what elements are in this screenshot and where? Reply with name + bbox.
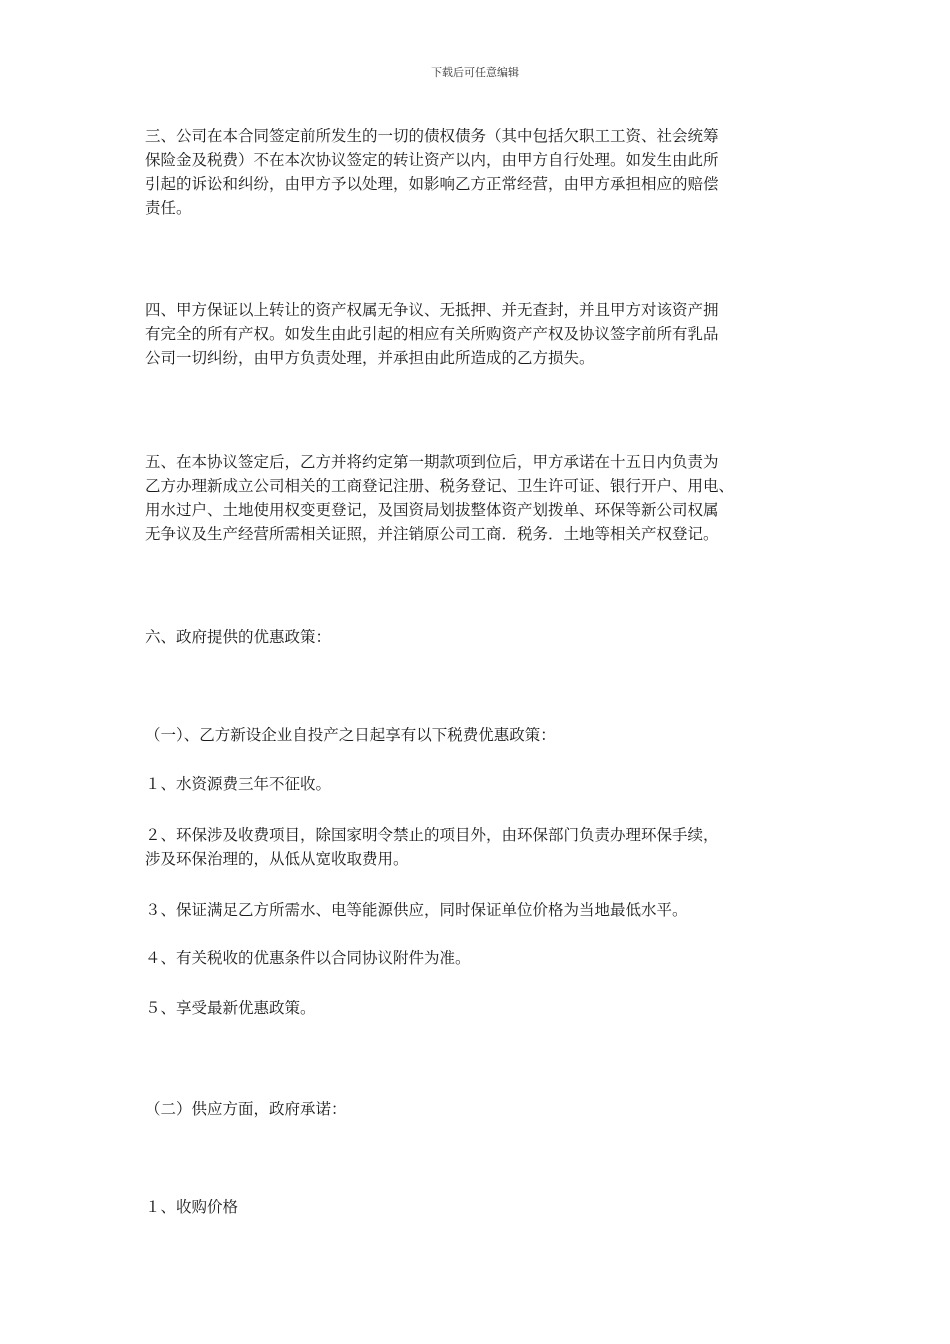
clause-5-line-3: 用水过户、土地使用权变更登记，及国资局划拔整体资产划拨单、环保等新公司权属 <box>145 501 719 519</box>
page-header-note: 下载后可任意编辑 <box>431 66 519 79</box>
clause-6-title-text: 六、政府提供的优惠政策： <box>145 628 332 646</box>
subsection-1-title-text: （一）、乙方新设企业自投产之日起享有以下税费优惠政策： <box>145 726 556 744</box>
subsection-1-item-4-text: ４、有关税收的优惠条件以合同协议附件为准。 <box>145 949 471 967</box>
clause-5-line-2: 乙方办理新成立公司相关的工商登记注册、税务登记、卫生许可证、银行开户、用电、 <box>145 477 735 495</box>
clause-5-line-1: 五、在本协议签定后，乙方并将约定第一期款项到位后，甲方承诺在十五日内负责为 <box>145 453 719 471</box>
clause-4-line-3: 公司一切纠纷，由甲方负责处理，并承担由此所造成的乙方损失。 <box>145 349 595 367</box>
clause-4-line-2: 有完全的所有产权。如发生由此引起的相应有关所购资产产权及协议签字前所有乳品 <box>145 325 719 343</box>
clause-3-line-3: 引起的诉讼和纠纷，由甲方予以处理，如影响乙方正常经营，由甲方承担相应的赔偿 <box>145 175 719 193</box>
clause-5 <box>145 450 810 546</box>
subsection-1-item-1-text: １、水资源费三年不征收。 <box>145 775 332 793</box>
subsection-2-title-text: （二）供应方面，政府承诺： <box>145 1100 347 1118</box>
subsection-1-item-2-line-2: 涉及环保治理的，从低从宽收取费用。 <box>145 850 409 868</box>
subsection-2-title <box>145 1097 810 1121</box>
clause-3-line-2: 保险金及税费）不在本次协议签定的转让资产以内，由甲方自行处理。如发生由此所 <box>145 151 719 169</box>
subsection-1-item-5 <box>145 996 810 1020</box>
clause-4-line-1: 四、甲方保证以上转让的资产权属无争议、无抵押、并无查封，并且甲方对该资产拥 <box>145 301 719 319</box>
subsection-1-item-2-line-1: ２、环保涉及收费项目，除国家明令禁止的项目外，由环保部门负责办理环保手续， <box>145 826 719 844</box>
clause-3-line-1: 三、公司在本合同签定前所发生的一切的债权债务（其中包括欠职工工资、社会统筹 <box>145 127 719 145</box>
clause-5-line-4: 无争议及生产经营所需相关证照，并注销原公司工商．税务．土地等相关产权登记。 <box>145 525 719 543</box>
subsection-1-item-3 <box>145 898 810 922</box>
clause-3-line-4: 责任。 <box>145 199 192 217</box>
clause-6-title <box>145 625 810 649</box>
subsection-1-item-2 <box>145 823 810 871</box>
subsection-2-item-1 <box>145 1195 810 1219</box>
subsection-1-item-3-text: ３、保证满足乙方所需水、电等能源供应，同时保证单位价格为当地最低水平。 <box>145 901 688 919</box>
subsection-1-item-5-text: ５、享受最新优惠政策。 <box>145 999 316 1017</box>
subsection-1-title <box>145 723 810 747</box>
subsection-2-item-1-text: １、收购价格 <box>145 1198 239 1216</box>
subsection-1-item-4 <box>145 946 810 970</box>
subsection-1-item-1 <box>145 772 810 796</box>
clause-3 <box>145 124 810 220</box>
clause-4 <box>145 298 810 370</box>
